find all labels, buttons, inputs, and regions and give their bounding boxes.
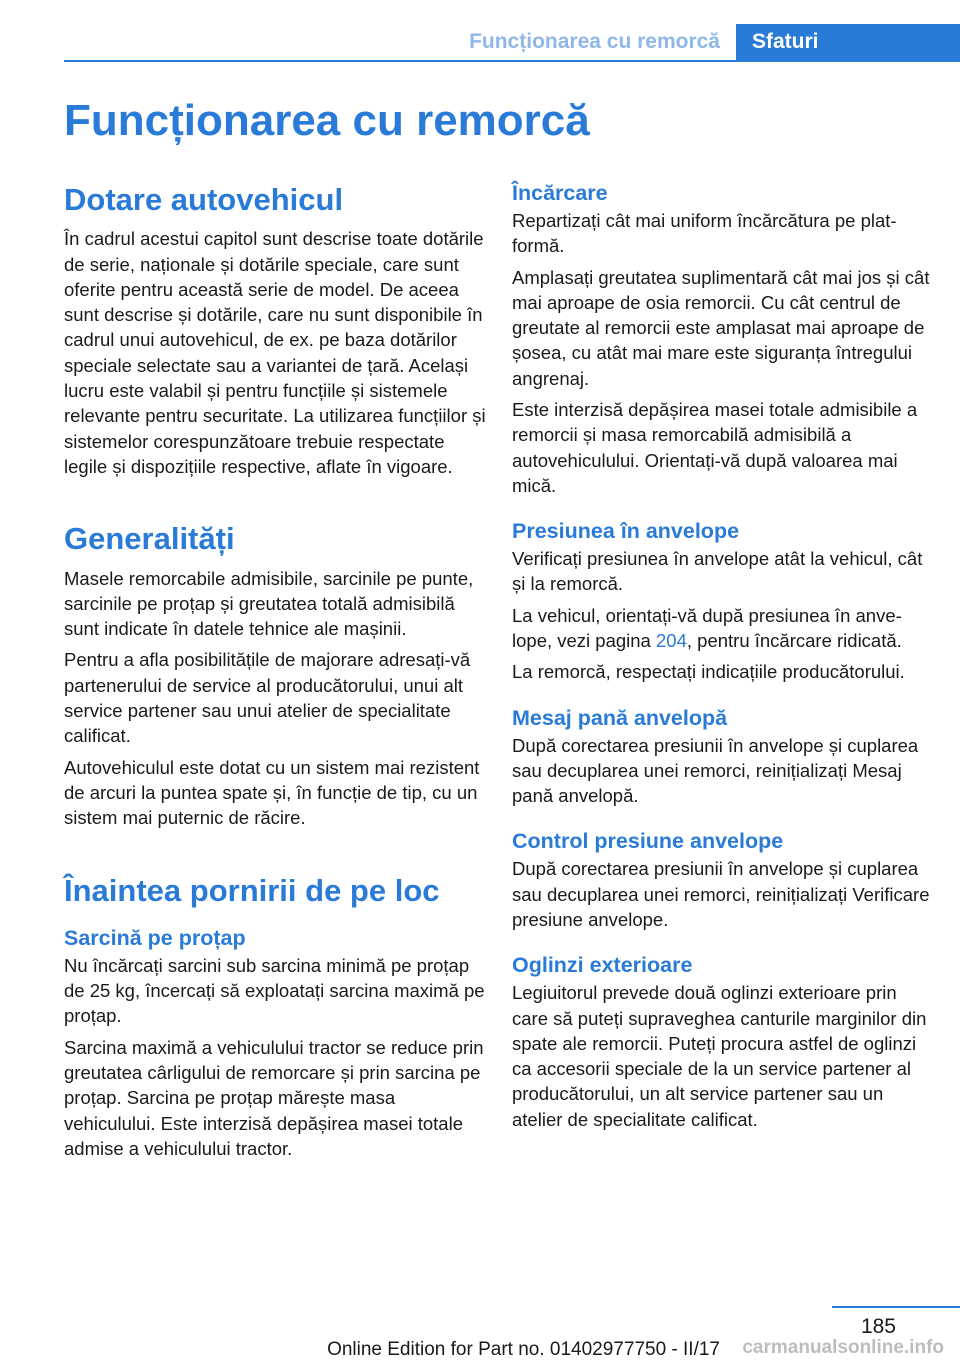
presiune-text-a: La vehicul, orientați-vă după presiunea în anvelope, vezi pagina: [512, 604, 902, 652]
paragraph-incarcare-2: Amplasați greutatea suplimentară cât mai jos și cât mai aproape de osia remorcii. Cu cât centrul de greutate al remorcii este amplasat mai aproape de șosea, cu atât mai mare este siguranța întregului angrenaj.: [512, 266, 930, 389]
paragraph-generalitati-3: Autovehiculul este dotat cu un sistem mai rezistent de arcuri la puntea spate și, în funcție de tip, cu un sistem mai puternic de răcire.: [64, 756, 480, 829]
header-rule: [64, 60, 960, 62]
paragraph-generalitati-2: Pentru a afla posibilitățile de majorare adresați-vă partenerului de service al producătorului, unui alt service partener sau unui atelier de specialitate calificat.: [64, 649, 471, 747]
heading-inaintea-pornirii: Înaintea pornirii de pe loc: [64, 872, 440, 908]
footer-edition: Online Edition for Part no. 01402977750 - II/17: [327, 1339, 720, 1360]
paragraph-generalitati-1: Masele remorcabile admisibile, sarcinile pe punte, sarcinile pe proțap și greutatea totală admisibilă sunt indicate în datele tehnice ale mașinii.: [64, 567, 474, 640]
subheading-sarcina-protap: Sarcină pe proțap: [64, 925, 246, 950]
paragraph-sarcina-2: Sarcina maximă a vehiculului tractor se reduce prin greutatea cârligului de remorcare și prin sarcina pe proțap. Sarcina pe proțap mărește masa vehiculului. Este interzisă depășirea masei totale admise a vehiculului tractor.: [64, 1036, 484, 1159]
left-column: [64, 180, 489, 1167]
paragraph-control-presiune: După corectarea presiunii în anvelope și cuplarea sau decuplarea unei remorci, reinițializați Verificare presiune anvelope.: [512, 858, 930, 930]
subheading-presiune: Presiunea în anvelope: [512, 519, 740, 544]
header-section-title: Funcționarea cu remorcă: [469, 30, 720, 53]
right-column: [512, 180, 930, 1138]
footer-rule: [832, 1306, 960, 1308]
paragraph-sarcina-1: Nu încărcați sarcini sub sarcina minimă pe proțap de 25 kg, încercați să exploatați sarcina maximă pe proțap.: [64, 954, 485, 1027]
subheading-mesaj-pana: Mesaj pană anvelopă: [512, 705, 728, 730]
header-tab-sfaturi: Sfaturi: [736, 24, 960, 62]
subheading-incarcare: Încărcare: [512, 181, 608, 205]
subheading-oglinzi: Oglinzi exterioare: [512, 953, 693, 978]
page-title: Funcționarea cu remorcă: [64, 96, 590, 145]
paragraph-presiune-2: [512, 603, 930, 654]
paragraph-presiune-1: Verificați presiunea în anvelope atât la vehicul, cât și la remorcă.: [512, 548, 923, 595]
page-link-204[interactable]: 204: [656, 630, 687, 652]
page-number: 185: [860, 1315, 896, 1338]
paragraph-incarcare-3: Este interzisă depășirea masei totale admisibile a remorcii și masa remorcabilă admisibilă a autovehiculului. Orientați-vă după valoarea mai mică.: [512, 399, 918, 496]
heading-dotare: Dotare autovehicul: [64, 182, 344, 217]
paragraph-incarcare-1: Repartizați cât mai uniform încărcătura pe platformă.: [512, 209, 897, 257]
paragraph-presiune-3: La remorcă, respectați indicațiile producătorului.: [512, 661, 905, 683]
paragraph-dotare: În cadrul acestui capitol sunt descrise toate dotările de serie, naționale și dotările speciale, care sunt oferite pentru această serie de model. De aceea sunt descrise și dotările, care nu sunt disponibile în cadrul unui autovehicul, de ex. pe baza dotărilor speciale selectate sau a variantei de țară. Același lucru este valabil și pentru funcțiile și sistemele relevante pentru securitate. La utilizarea funcțiilor și sistemelor corespunzătoare trebuie respectate legile și dispozițiile respective, aflate în vigoare.: [64, 228, 486, 477]
heading-generalitati: Generalități: [64, 521, 235, 557]
paragraph-oglinzi: Legiuitorul prevede două oglinzi exterioare prin care să puteți supraveghea canturile marginilor din spate ale remorcii. Puteți procura astfel de oglinzi ca accesorii speciale de la un service partener al producătorului, un alt service partener sau un atelier de specialitate calificat.: [512, 982, 927, 1130]
presiune-text-b: , pentru încărcare ridicată.: [686, 630, 902, 652]
subheading-control-presiune: Control presiune anvelope: [512, 829, 784, 854]
paragraph-mesaj-pana: După corectarea presiunii în anvelope și cuplarea sau decuplarea unei remorci, reinițializați Mesaj pană anvelopă.: [512, 734, 919, 807]
watermark: carmanualsonline.info: [742, 1337, 944, 1358]
